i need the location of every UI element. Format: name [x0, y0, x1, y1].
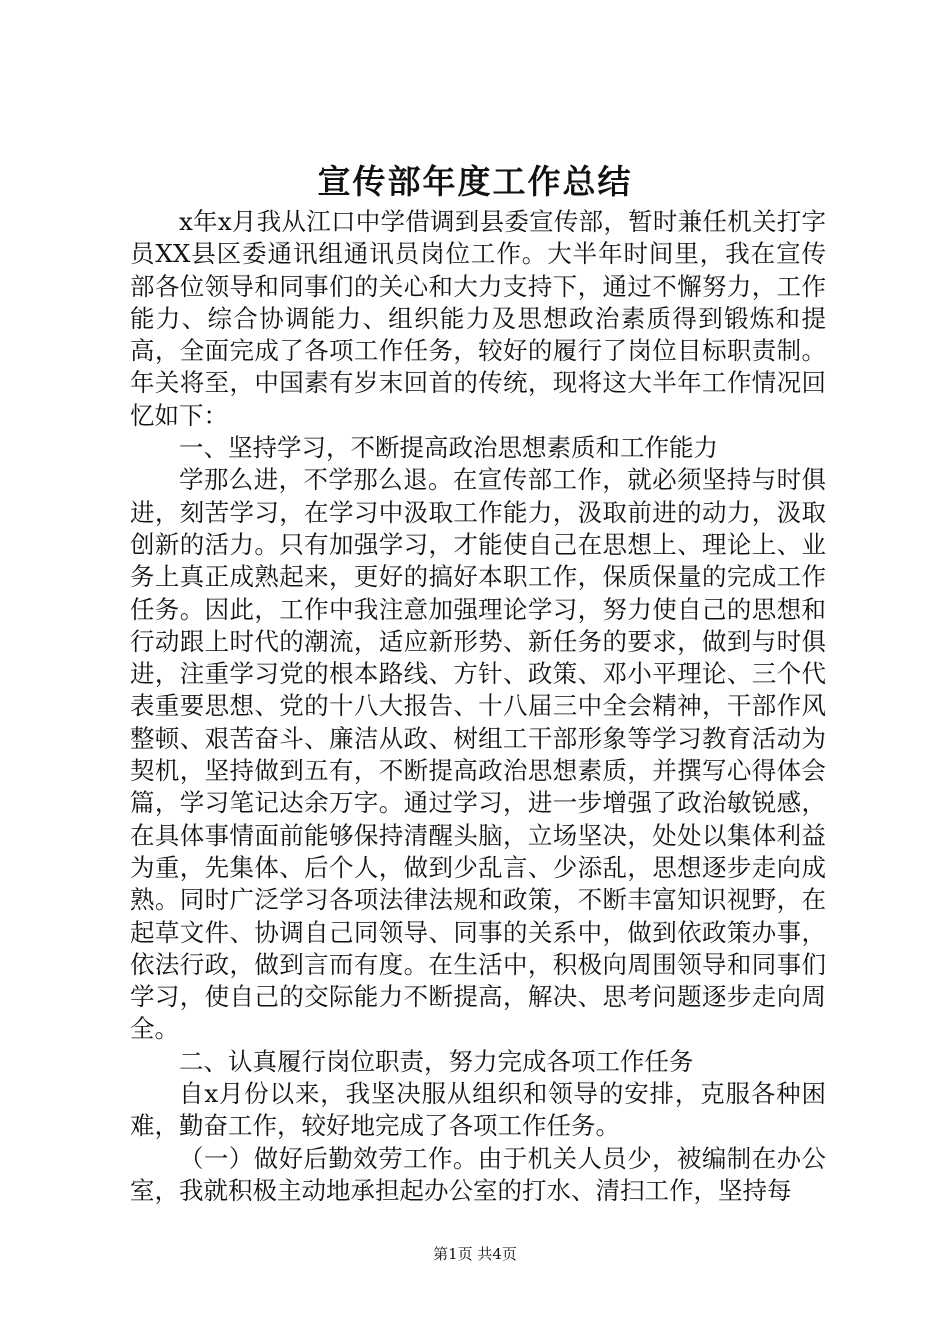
section-heading-2: 二、认真履行岗位职责，努力完成各项工作任务	[179, 1046, 694, 1076]
document-body	[130, 206, 826, 1207]
section-heading-1: 一、坚持学习，不断提高政治思想素质和工作能力	[179, 433, 718, 463]
intro-paragraph: x年x月我从江口中学借调到县委宣传部，暂时兼任机关打字员XX县区委通讯组通讯员岗位工作。大半年时间里，我在宣传部各位领导和同事们的关心和大力支持下，通过不懈努力，工作能力、综合协调能力、组织能力及思想政治素质得到锻炼和提高，全面完成了各项工作任务，较好的履行了岗位目标职责制。年关将至，中国素有岁末回首的传统，现将这大半年工作情况回忆如下：	[130, 207, 826, 430]
page-number-footer: 第1页 共4页	[433, 1245, 517, 1263]
document-title: 宣传部年度工作总结	[317, 162, 633, 201]
section-2-paragraph: 自x月份以来，我坚决服从组织和领导的安排，克服各种困难，勤奋工作，较好地完成了各项工作任务。	[130, 1079, 826, 1141]
subsection-1-paragraph: （一）做好后勤效劳工作。由于机关人员少，被编制在办公室，我就积极主动地承担起办公室的打水、清扫工作，坚持每	[130, 1143, 826, 1205]
section-1-paragraph: 学那么进，不学那么退。在宣传部工作，就必须坚持与时俱进，刻苦学习，在学习中汲取工作能力，汲取前进的动力，汲取创新的活力。只有加强学习，才能使自己在思想上、理论上、业务上真正成熟起来，更好的搞好本职工作，保质保量的完成工作任务。因此，工作中我注意加强理论学习，努力使自己的思想和行动跟上时代的潮流，适应新形势、新任务的要求，做到与时俱进，注重学习党的根本路线、方针、政策、邓小平理论、三个代表重要思想、党的十八大报告、十八届三中全会精神，干部作风整顿、艰苦奋斗、廉洁从政、树组工干部形象等学习教育活动为契机，坚持做到五有，不断提高政治思想素质，并撰写心得体会篇，学习笔记达余万字。通过学习，进一步增强了政治敏锐感，在具体事情面前能够保持清醒头脑，立场坚决，处处以集体利益为重，先集体、后个人，做到少乱言、少添乱，思想逐步走向成熟。同时广泛学习各项法律法规和政策，不断丰富知识视野，在起草文件、协调自己同领导、同事的关系中，做到依政策办事，依法行政，做到言而有度。在生活中，积极向周围领导和同事们学习，使自己的交际能力不断提高，解决、思考问题逐步走向周全。	[130, 465, 826, 1044]
